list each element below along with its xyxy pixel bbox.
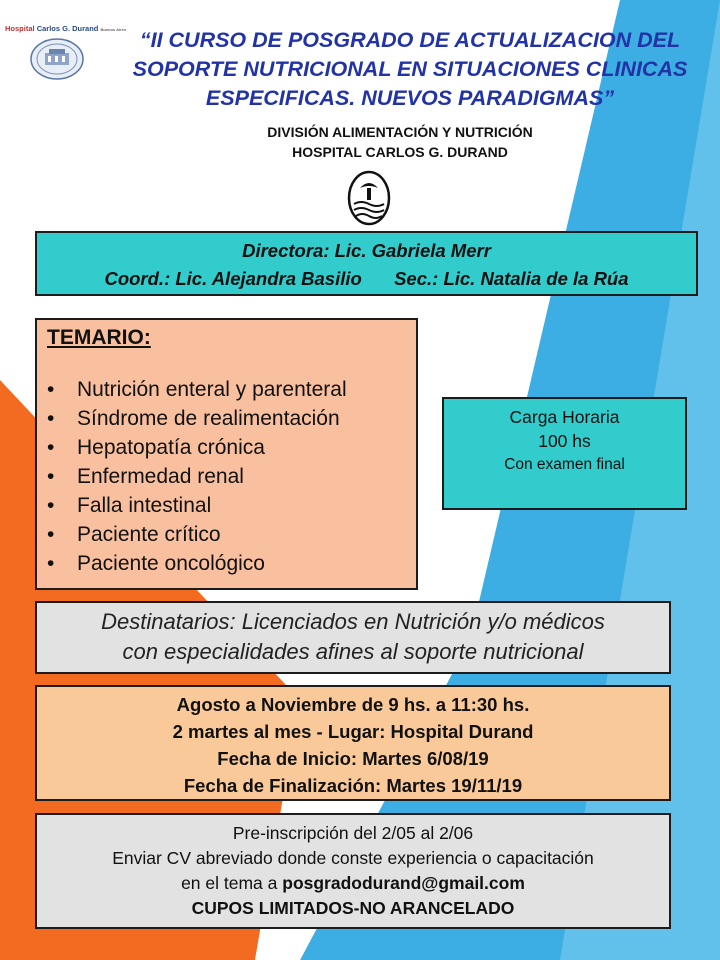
workload-box: [442, 397, 687, 510]
hospital-name: HOSPITAL CARLOS G. DURAND: [292, 144, 508, 160]
topic-text: Nutrición enteral y parenteral: [77, 378, 347, 401]
coord-sec-row: [37, 265, 696, 293]
schedule-line-2: 2 martes al mes - Lugar: Hospital Durand: [172, 721, 534, 742]
bullet-icon: •: [47, 436, 55, 459]
topic-text: Paciente oncológico: [77, 552, 265, 575]
topic-text: Falla intestinal: [77, 494, 212, 517]
inscription-box: [35, 813, 671, 929]
title-line-3: ESPECIFICAS. NUEVOS PARADIGMAS”: [205, 86, 615, 110]
audience-box: [35, 601, 671, 674]
logo-text-hospital: Hospital: [5, 24, 35, 33]
logo-text-name: Carlos G. Durand: [36, 24, 99, 33]
list-item: [47, 520, 406, 549]
list-item: [47, 404, 406, 433]
list-item: [47, 462, 406, 491]
workload-hours: 100 hs: [538, 431, 591, 451]
topic-text: Síndrome de realimentación: [77, 407, 340, 430]
inscription-line-4: CUPOS LIMITADOS-NO ARANCELADO: [191, 898, 515, 918]
temario-heading: TEMARIO:: [47, 326, 151, 349]
schedule-box: [35, 685, 671, 801]
secretary-text: Sec.: Lic. Natalia de la Rúa: [394, 268, 629, 289]
workload-label: Carga Horaria: [509, 407, 620, 427]
city-emblem-icon: [346, 170, 392, 226]
bullet-icon: •: [47, 523, 55, 546]
list-item: [47, 375, 406, 404]
staff-box: [35, 231, 698, 296]
audience-line-1: Destinatarios: Licenciados en Nutrición y/o médicos: [101, 609, 605, 634]
workload-note: Con examen final: [504, 456, 625, 473]
bullet-icon: •: [47, 465, 55, 488]
bullet-icon: •: [47, 407, 55, 430]
division-name: DIVISIÓN ALIMENTACIÓN Y NUTRICIÓN: [267, 124, 533, 140]
topic-text: Paciente crítico: [77, 523, 221, 546]
schedule-line-3: Fecha de Inicio: Martes 6/08/19: [217, 748, 489, 769]
directora-text: Directora: Lic. Gabriela Merr: [242, 240, 491, 261]
bullet-icon: •: [47, 552, 55, 575]
bullet-icon: •: [47, 494, 55, 517]
topic-text: Enfermedad renal: [77, 465, 244, 488]
course-title: [110, 26, 710, 113]
topic-text: Hepatopatía crónica: [77, 436, 265, 459]
schedule-line-4: Fecha de Finalización: Martes 19/11/19: [183, 775, 523, 796]
inscription-line-2: Enviar CV abreviado donde conste experiencia o capacitación: [112, 848, 594, 868]
inscription-line-3: [37, 871, 669, 896]
schedule-line-1: Agosto a Noviembre de 9 hs. a 11:30 hs.: [176, 694, 530, 715]
inscription-prefix: en el tema a: [181, 873, 283, 893]
list-item: [47, 549, 406, 578]
title-line-1: “II CURSO DE POSGRADO DE ACTUALIZACION DEL: [139, 28, 681, 52]
coordinator-text: Coord.: Lic. Alejandra Basilio: [104, 268, 362, 289]
temario-box: [35, 318, 418, 590]
hospital-seal-icon: [29, 37, 85, 81]
title-line-2: SOPORTE NUTRICIONAL EN SITUACIONES CLINICAS: [132, 57, 688, 81]
temario-list: [47, 375, 406, 578]
inscription-line-1: Pre-inscripción del 2/05 al 2/06: [232, 823, 474, 843]
hospital-logo: [5, 24, 127, 94]
list-item: [47, 433, 406, 462]
audience-line-2: con especialidades afines al soporte nutricional: [122, 639, 584, 664]
bullet-icon: •: [47, 378, 55, 401]
logo-text-city: Buenos Aires: [100, 27, 127, 32]
list-item: [47, 491, 406, 520]
contact-email[interactable]: posgradodurand@gmail.com: [282, 873, 525, 893]
